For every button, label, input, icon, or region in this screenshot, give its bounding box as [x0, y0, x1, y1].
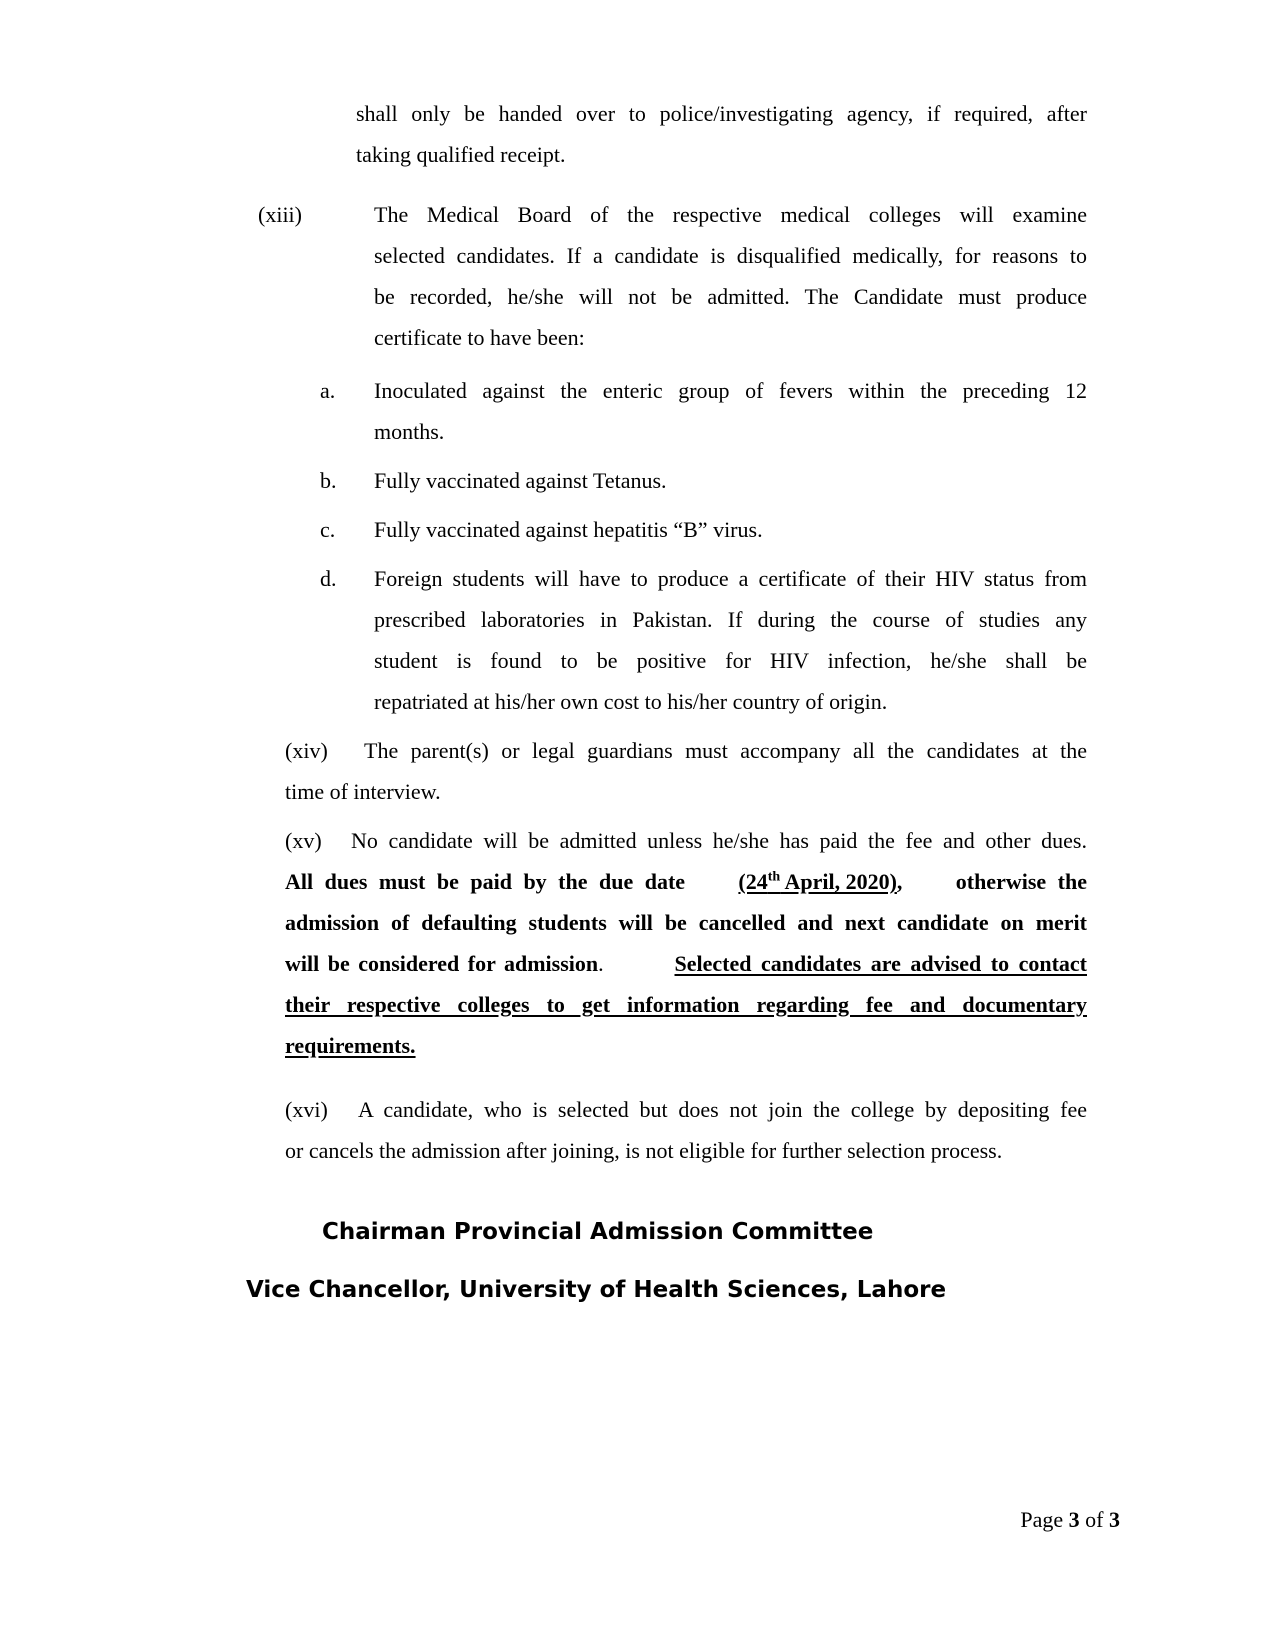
- item-xiv-marker: (xiv): [285, 738, 328, 763]
- sub-item-d-line-2: prescribed laboratories in Pakistan. If during the course of studies any: [374, 607, 1087, 632]
- due-date-day: (24: [738, 869, 768, 894]
- due-date-rest: April, 2020): [780, 869, 897, 894]
- item-xvi-line-2: or cancels the admission after joining, is not eligible for further selection process.: [285, 1138, 1003, 1163]
- item-xiii-line-4: certificate to have been:: [374, 325, 585, 350]
- admission-consideration: will be considered for admission: [285, 951, 599, 976]
- sub-item-c-marker: c.: [320, 517, 336, 542]
- due-date-comma: ,: [896, 869, 903, 894]
- page-word: Page: [1020, 1507, 1064, 1532]
- item-xv-line-3: admission of defaulting students will be cancelled and next candidate on merit: [285, 910, 1087, 935]
- page-current: 3: [1068, 1507, 1080, 1532]
- item-xiii-line-3: be recorded, he/she will not be admitted. The Candidate must produce: [374, 284, 1087, 309]
- sub-item-a-line-2: months.: [374, 419, 445, 444]
- item-xiii-marker: (xiii): [258, 202, 302, 227]
- sub-item-d-line-3: student is found to be positive for HIV infection, he/she shall be: [374, 648, 1087, 673]
- item-xv-line-2: [285, 867, 1087, 897]
- item-xiv-line-1: The parent(s) or legal guardians must accompany all the candidates at the: [364, 738, 1087, 763]
- due-date-notice-tail: otherwise the: [955, 869, 1087, 894]
- item-xvi-marker: (xvi): [285, 1097, 328, 1122]
- item-xv-line-4: [285, 949, 1087, 979]
- item-xv-marker: (xv): [285, 828, 322, 853]
- page-of: of: [1085, 1507, 1104, 1532]
- item-xv-line-5: their respective colleges to get information regarding fee and documentary: [285, 992, 1087, 1017]
- sub-item-b-line-1: Fully vaccinated against Tetanus.: [374, 468, 667, 493]
- page-number: [1010, 1505, 1120, 1535]
- item-xiii-line-1: The Medical Board of the respective medical colleges will examine: [374, 202, 1087, 227]
- signature-title-1: Chairman Provincial Admission Committee: [322, 1219, 874, 1245]
- item-xiii-line-2: selected candidates. If a candidate is disqualified medically, for reasons to: [374, 243, 1087, 268]
- due-date-suffix: th: [767, 869, 781, 885]
- sub-item-d-line-4: repatriated at his/her own cost to his/her country of origin.: [374, 689, 888, 714]
- sub-item-d-line-1: Foreign students will have to produce a certificate of their HIV status from: [374, 566, 1087, 591]
- item-xv-line-6: requirements.: [285, 1033, 416, 1058]
- signature-title-2: Vice Chancellor, University of Health Sciences, Lahore: [246, 1277, 947, 1303]
- continuation-line-2: taking qualified receipt.: [356, 142, 566, 167]
- item-xvi-line-1: A candidate, who is selected but does not join the college by depositing fee: [358, 1097, 1087, 1122]
- page-total: 3: [1109, 1507, 1120, 1532]
- sub-item-d-marker: d.: [320, 566, 337, 591]
- sub-item-a-marker: a.: [320, 378, 336, 403]
- due-date: [738, 867, 902, 897]
- item-xiv-line-2: time of interview.: [285, 779, 441, 804]
- sub-item-c-line-1: Fully vaccinated against hepatitis “B” virus.: [374, 517, 763, 542]
- contact-advice: Selected candidates are advised to contact: [674, 951, 1087, 976]
- due-date-notice: All dues must be paid by the due date: [285, 869, 686, 894]
- admission-consideration-period: .: [598, 951, 604, 976]
- continuation-line-1: shall only be handed over to police/investigating agency, if required, after: [356, 101, 1087, 126]
- sub-item-b-marker: b.: [320, 468, 337, 493]
- sub-item-a-line-1: Inoculated against the enteric group of fevers within the preceding 12: [374, 378, 1087, 403]
- item-xv-line-1: No candidate will be admitted unless he/she has paid the fee and other dues.: [351, 828, 1087, 853]
